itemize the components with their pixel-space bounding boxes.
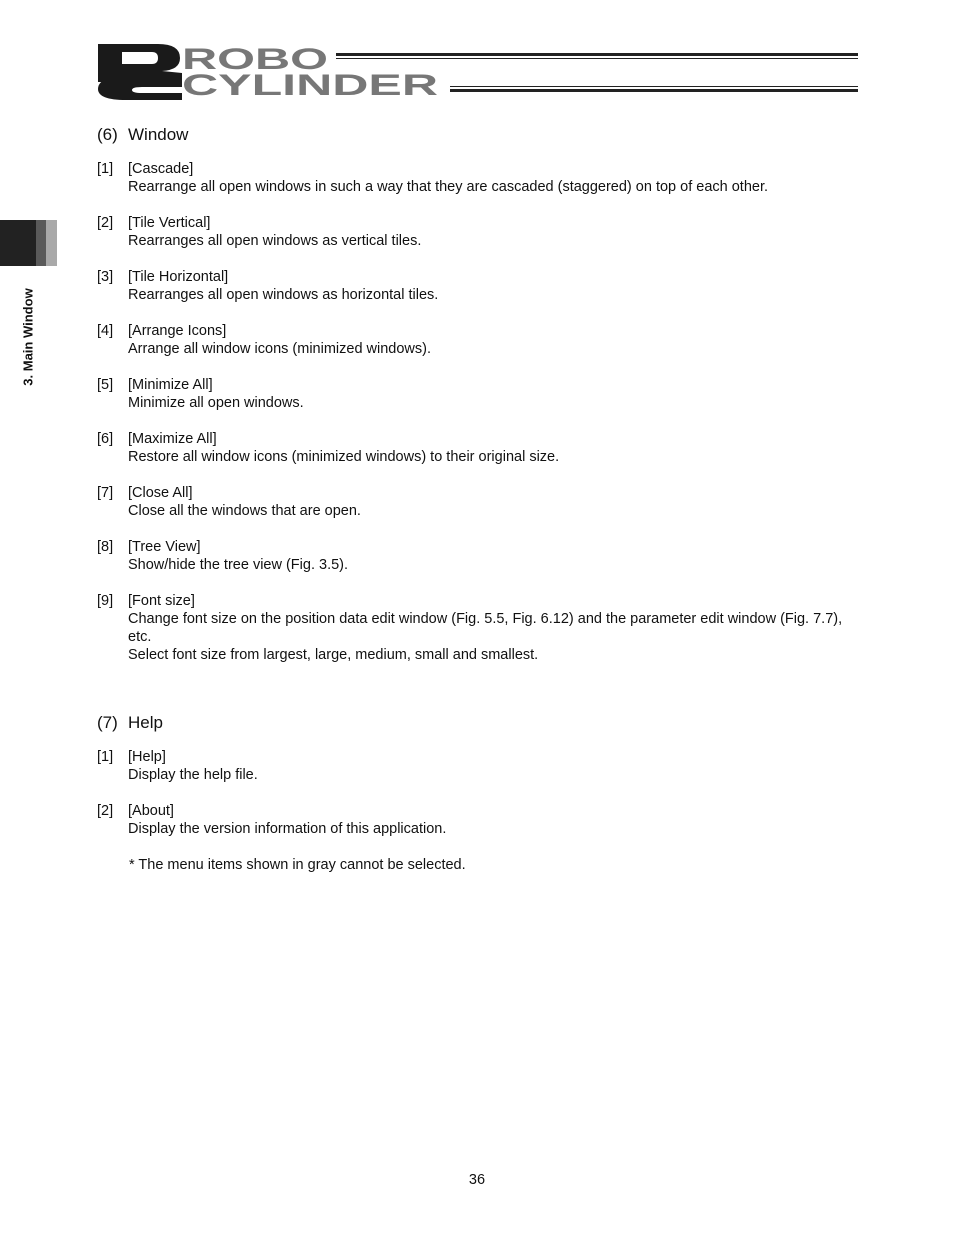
- section-number: (6): [97, 125, 118, 144]
- logo-text-line2: CYLINDER: [182, 69, 439, 102]
- robo-cylinder-logo: [96, 42, 858, 102]
- item-number: [7]: [97, 485, 114, 501]
- item-number: [6]: [97, 431, 114, 447]
- item-name: [Minimize All]: [128, 377, 213, 393]
- item-name: [Close All]: [128, 485, 193, 501]
- list-item: [97, 376, 867, 412]
- section-help: [97, 712, 867, 874]
- item-description: Arrange all window icons (minimized windows).: [128, 341, 431, 357]
- page-number: 36: [468, 1172, 486, 1188]
- item-description: Change font size on the position data edit window (Fig. 5.5, Fig. 6.12) and the parameter edit window (Fig. 7.7), etc.: [128, 611, 843, 645]
- item-name: [Help]: [128, 749, 166, 765]
- list-item: [97, 802, 867, 838]
- tab-block-light: [46, 220, 57, 266]
- item-description: Close all the windows that are open.: [128, 503, 361, 519]
- item-description: Rearrange all open windows in such a way that they are cascaded (staggered) on top of each other.: [128, 179, 769, 195]
- item-name: [About]: [128, 803, 174, 819]
- list-item: [97, 592, 867, 664]
- item-number: [4]: [97, 323, 114, 339]
- list-item: [97, 268, 867, 304]
- item-description: Show/hide the tree view (Fig. 3.5).: [128, 557, 349, 573]
- item-number: [5]: [97, 377, 114, 393]
- list-item: [97, 484, 867, 520]
- item-description: Rearranges all open windows as horizontal tiles.: [128, 287, 439, 303]
- item-number: [2]: [97, 803, 114, 819]
- list-item: [97, 430, 867, 466]
- item-description: Display the version information of this application.: [128, 821, 447, 837]
- section-number: (7): [97, 713, 118, 732]
- section-window: [97, 124, 867, 664]
- item-name: [Font size]: [128, 593, 195, 609]
- list-item: [97, 160, 867, 196]
- tab-block-mid: [36, 220, 46, 266]
- item-number: [3]: [97, 269, 114, 285]
- section-title: Window: [128, 125, 189, 144]
- item-name: [Tile Horizontal]: [128, 269, 229, 285]
- rc-emblem-icon: [98, 44, 182, 100]
- logo-text-line1: ROBO: [182, 43, 328, 76]
- chapter-tab-marker: [0, 220, 57, 266]
- item-name: [Tree View]: [128, 539, 201, 555]
- item-number: [1]: [97, 749, 114, 765]
- item-name: [Tile Vertical]: [128, 215, 211, 231]
- list-item: [97, 322, 867, 358]
- tab-block-dark: [0, 220, 36, 266]
- chapter-label: 3. Main Window: [20, 288, 36, 386]
- item-description: Minimize all open windows.: [128, 395, 304, 411]
- item-number: [2]: [97, 215, 114, 231]
- main-content: [97, 124, 867, 874]
- item-number: [1]: [97, 161, 114, 177]
- item-description: Restore all window icons (minimized windows) to their original size.: [128, 449, 560, 465]
- item-number: [8]: [97, 539, 114, 555]
- footnote: * The menu items shown in gray cannot be selected.: [129, 857, 466, 873]
- list-item: [97, 538, 867, 574]
- section-heading: [97, 124, 867, 146]
- item-name: [Cascade]: [128, 161, 194, 177]
- item-name: [Arrange Icons]: [128, 323, 227, 339]
- item-description: Rearranges all open windows as vertical tiles.: [128, 233, 422, 249]
- item-name: [Maximize All]: [128, 431, 217, 447]
- list-item: [97, 748, 867, 784]
- item-description: Display the help file.: [128, 767, 258, 783]
- section-title: Help: [128, 713, 163, 732]
- item-number: [9]: [97, 593, 114, 609]
- section-heading: [97, 712, 867, 734]
- item-description: Select font size from largest, large, medium, small and smallest.: [128, 647, 539, 663]
- list-item: [97, 214, 867, 250]
